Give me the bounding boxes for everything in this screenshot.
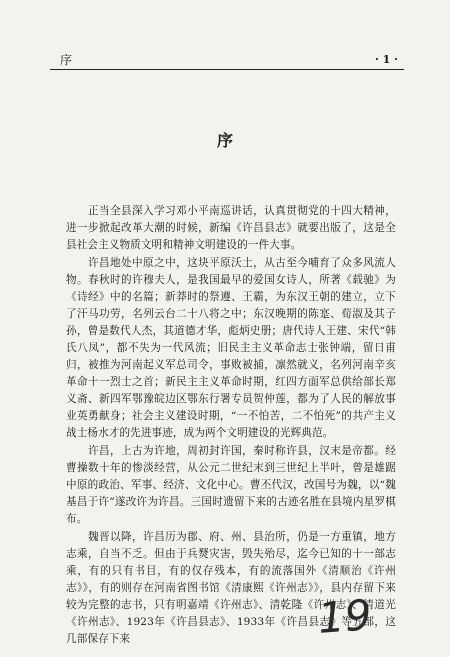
running-header	[50, 53, 404, 70]
paragraph: 许昌地处中原之中，这块平原沃土，从古至今哺育了众多风流人物。春秋时的许穆夫人，是我国最早的爱国女诗人，所著《载驰》为《诗经》中的名篇；新莽时的祭遵、王霸，为东汉王朝的建立，立下了汗马功劳，名列云台二十八将之中；东汉晚期的陈寔、荀淑及其子孙，曾是数代人杰，其道德才华，彪炳史册；唐代诗人王建、宋代“韩氏八凤”，都不失为一代风流；旧民主主义革命志士张钟端，留日甫归，被推为河南起义军总司令，事败被捕，凛然就义，名列河南辛亥革命十一烈士之首；新民主主义革命时期，红四方面军总供给部长郑义斋、新四军鄂豫皖边区鄂东行署专员贺仲莲，都为了人民的解放事业英勇献身；社会主义建设时期，“一不怕苦，二不怕死”的共产主义战士杨水才的先进事迹，成为两个文明建设的光辉典范。	[66, 257, 396, 439]
handwritten-page-mark: 19	[316, 590, 374, 643]
paragraph: 魏晋以降，许昌历为郡、府、州、县治所，仍是一方重镇，地方志乘，自当不乏。但由于兵燹灾害，毁失殆尽，迄今已知的十一部志乘，有的只有书目，有的仅存残本，有的流落国外《清顺治《许州志》》，有的则存在河南省图书馆《清康熙《许州志》》，县内存留下来较为完整的志书，只有明嘉靖《许州志》、清乾隆《许州志》、清道光《许州志》、1923年《许昌县志》、1933年《许昌县志》等五部，这几部保存下来	[66, 531, 396, 645]
paragraph: 许昌，上古为许地，周初封许国，秦时称许县，汉末是帝都。经曹操数十年的惨淡经营，从公元二世纪末到三世纪上半叶，曾是雄踞中原的政治、军事、经济、文化中心。曹丕代汉，改国号为魏，以“魏基昌于许”遂改许为许昌。三国时遗留下来的古迹名胜在县境内星罗棋布。	[66, 445, 396, 525]
body-text	[66, 203, 396, 648]
page-number: · 1 ·	[375, 53, 398, 66]
section-title: 序	[216, 131, 233, 150]
running-title: 序	[60, 53, 73, 67]
paragraph: 正当全县深入学习邓小平南巡讲话，认真贯彻党的十四大精神，进一步掀起改革大潮的时候，新编《许昌县志》就要出版了，这是全县社会主义物质文明和精神文明建设的一件大事。	[66, 205, 396, 251]
